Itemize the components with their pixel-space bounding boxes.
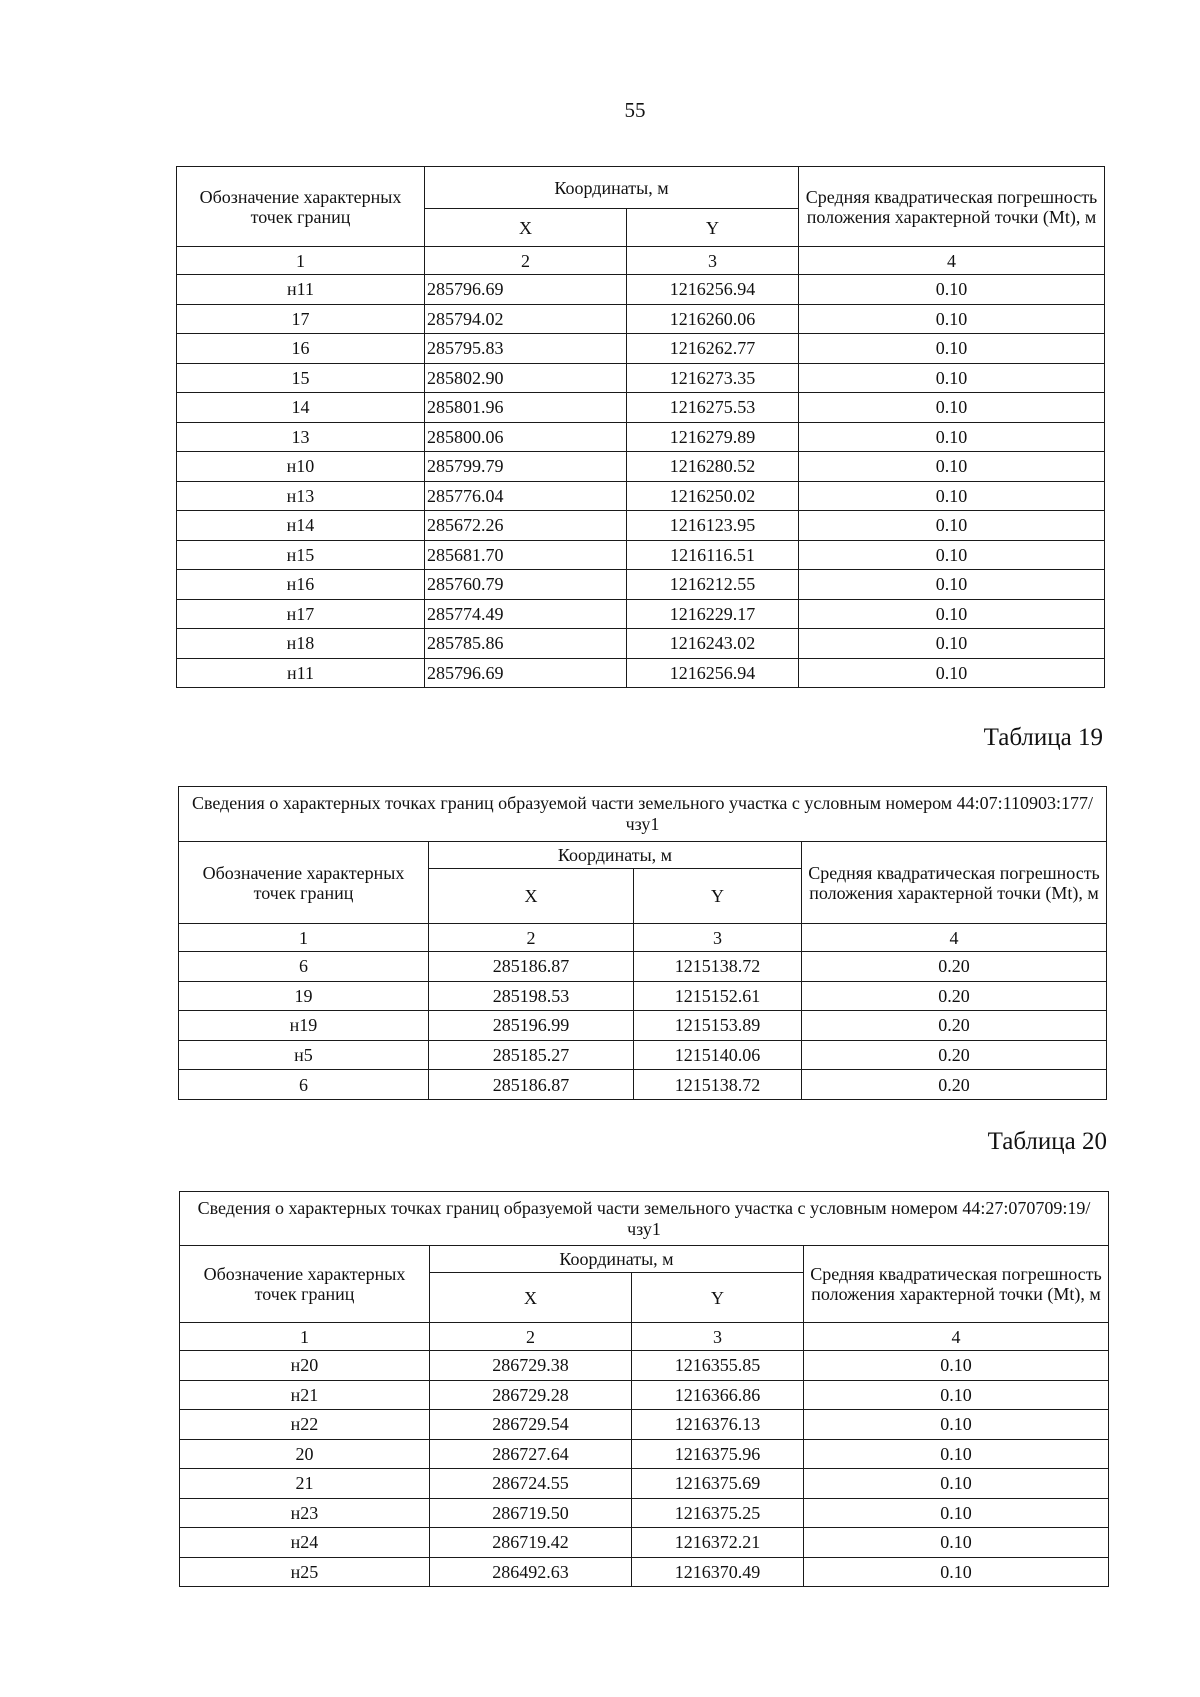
y-coordinate-cell: 1216116.51 xyxy=(627,540,799,570)
table-row xyxy=(177,363,1105,393)
x-coordinate-cell: 285794.02 xyxy=(425,304,627,334)
x-coordinate-cell: 285796.69 xyxy=(425,658,627,688)
x-coordinate-cell: 285760.79 xyxy=(425,570,627,600)
x-coordinate-cell: 285801.96 xyxy=(425,393,627,423)
error-value-cell: 0.10 xyxy=(804,1439,1109,1469)
x-coordinate-cell: 286492.63 xyxy=(430,1557,632,1587)
y-coordinate-cell: 1216366.86 xyxy=(632,1380,804,1410)
header-y: Y xyxy=(634,869,802,924)
error-value-cell: 0.20 xyxy=(802,1040,1107,1070)
column-number: 3 xyxy=(634,924,802,952)
error-value-cell: 0.20 xyxy=(802,981,1107,1011)
table-row xyxy=(180,1380,1109,1410)
y-coordinate-cell: 1216375.69 xyxy=(632,1469,804,1499)
point-name-cell: 21 xyxy=(180,1469,430,1499)
x-coordinate-cell: 285776.04 xyxy=(425,481,627,511)
error-value-cell: 0.10 xyxy=(804,1557,1109,1587)
x-coordinate-cell: 285186.87 xyxy=(429,1070,634,1100)
point-name-cell: н24 xyxy=(180,1528,430,1558)
column-number: 1 xyxy=(179,924,429,952)
y-coordinate-cell: 1216370.49 xyxy=(632,1557,804,1587)
table-row xyxy=(179,1040,1107,1070)
x-coordinate-cell: 285795.83 xyxy=(425,334,627,364)
error-value-cell: 0.10 xyxy=(799,275,1105,305)
table-row xyxy=(177,334,1105,364)
y-coordinate-cell: 1216375.96 xyxy=(632,1439,804,1469)
y-coordinate-cell: 1216280.52 xyxy=(627,452,799,482)
table-row xyxy=(177,304,1105,334)
table-row xyxy=(179,1011,1107,1041)
table-row xyxy=(177,629,1105,659)
table-row xyxy=(180,1557,1109,1587)
point-name-cell: н19 xyxy=(179,1011,429,1041)
column-number: 2 xyxy=(429,924,634,952)
y-coordinate-cell: 1216262.77 xyxy=(627,334,799,364)
x-coordinate-cell: 285672.26 xyxy=(425,511,627,541)
table-row xyxy=(180,1351,1109,1381)
error-value-cell: 0.10 xyxy=(799,481,1105,511)
point-name-cell: н18 xyxy=(177,629,425,659)
header-x: X xyxy=(429,869,634,924)
point-name-cell: 16 xyxy=(177,334,425,364)
y-coordinate-cell: 1216275.53 xyxy=(627,393,799,423)
y-coordinate-cell: 1216372.21 xyxy=(632,1528,804,1558)
table-row xyxy=(177,658,1105,688)
table-row xyxy=(177,481,1105,511)
error-value-cell: 0.10 xyxy=(799,599,1105,629)
table-row xyxy=(177,511,1105,541)
point-name-cell: 17 xyxy=(177,304,425,334)
y-coordinate-cell: 1216250.02 xyxy=(627,481,799,511)
error-value-cell: 0.10 xyxy=(799,452,1105,482)
y-coordinate-cell: 1216375.25 xyxy=(632,1498,804,1528)
y-coordinate-cell: 1215140.06 xyxy=(634,1040,802,1070)
column-number-row xyxy=(179,924,1107,952)
point-name-cell: 15 xyxy=(177,363,425,393)
x-coordinate-cell: 286729.54 xyxy=(430,1410,632,1440)
table-19-title: Сведения о характерных точках границ образуемой части земельного участка с условным номером 44:07:110903:177/чзу1 xyxy=(179,787,1107,842)
point-name-cell: 13 xyxy=(177,422,425,452)
error-value-cell: 0.10 xyxy=(799,422,1105,452)
point-name-cell: н14 xyxy=(177,511,425,541)
y-coordinate-cell: 1216256.94 xyxy=(627,658,799,688)
point-name-cell: 6 xyxy=(179,952,429,982)
x-coordinate-cell: 286729.28 xyxy=(430,1380,632,1410)
table-row xyxy=(177,393,1105,423)
header-point: Обозначение характерных точек границ xyxy=(179,842,429,924)
y-coordinate-cell: 1216279.89 xyxy=(627,422,799,452)
error-value-cell: 0.10 xyxy=(799,658,1105,688)
x-coordinate-cell: 285198.53 xyxy=(429,981,634,1011)
y-coordinate-cell: 1216229.17 xyxy=(627,599,799,629)
y-coordinate-cell: 1215138.72 xyxy=(634,952,802,982)
point-name-cell: н21 xyxy=(180,1380,430,1410)
error-value-cell: 0.20 xyxy=(802,1011,1107,1041)
column-number: 2 xyxy=(425,247,627,275)
table-row xyxy=(177,422,1105,452)
x-coordinate-cell: 285785.86 xyxy=(425,629,627,659)
column-number: 2 xyxy=(430,1323,632,1351)
column-number: 4 xyxy=(804,1323,1109,1351)
x-coordinate-cell: 286719.50 xyxy=(430,1498,632,1528)
y-coordinate-cell: 1216256.94 xyxy=(627,275,799,305)
point-name-cell: н17 xyxy=(177,599,425,629)
column-number: 4 xyxy=(802,924,1107,952)
column-number: 1 xyxy=(180,1323,430,1351)
table-row xyxy=(177,570,1105,600)
y-coordinate-cell: 1216273.35 xyxy=(627,363,799,393)
error-value-cell: 0.10 xyxy=(804,1469,1109,1499)
table-row xyxy=(180,1410,1109,1440)
header-y: Y xyxy=(632,1273,804,1323)
table-row xyxy=(177,599,1105,629)
error-value-cell: 0.20 xyxy=(802,952,1107,982)
error-value-cell: 0.10 xyxy=(799,570,1105,600)
error-value-cell: 0.10 xyxy=(799,304,1105,334)
x-coordinate-cell: 285196.99 xyxy=(429,1011,634,1041)
column-number: 3 xyxy=(627,247,799,275)
point-name-cell: н13 xyxy=(177,481,425,511)
y-coordinate-cell: 1215153.89 xyxy=(634,1011,802,1041)
x-coordinate-cell: 285796.69 xyxy=(425,275,627,305)
error-value-cell: 0.10 xyxy=(804,1380,1109,1410)
table-row xyxy=(177,540,1105,570)
point-name-cell: н11 xyxy=(177,275,425,305)
x-coordinate-cell: 285185.27 xyxy=(429,1040,634,1070)
x-coordinate-cell: 285681.70 xyxy=(425,540,627,570)
y-coordinate-cell: 1216212.55 xyxy=(627,570,799,600)
y-coordinate-cell: 1216376.13 xyxy=(632,1410,804,1440)
error-value-cell: 0.10 xyxy=(799,334,1105,364)
table-row xyxy=(180,1439,1109,1469)
y-coordinate-cell: 1216123.95 xyxy=(627,511,799,541)
error-value-cell: 0.10 xyxy=(799,511,1105,541)
y-coordinate-cell: 1215138.72 xyxy=(634,1070,802,1100)
table-row xyxy=(180,1498,1109,1528)
x-coordinate-cell: 286719.42 xyxy=(430,1528,632,1558)
y-coordinate-cell: 1216243.02 xyxy=(627,629,799,659)
header-coordinates: Координаты, м xyxy=(425,167,799,209)
point-name-cell: н20 xyxy=(180,1351,430,1381)
point-name-cell: 6 xyxy=(179,1070,429,1100)
table-20 xyxy=(179,1191,1109,1587)
x-coordinate-cell: 285774.49 xyxy=(425,599,627,629)
error-value-cell: 0.10 xyxy=(804,1528,1109,1558)
coordinates-table-continued xyxy=(176,166,1105,688)
column-number-row xyxy=(177,247,1105,275)
error-value-cell: 0.10 xyxy=(799,540,1105,570)
y-coordinate-cell: 1215152.61 xyxy=(634,981,802,1011)
table-20-caption: Таблица 20 xyxy=(987,1128,1107,1155)
x-coordinate-cell: 285800.06 xyxy=(425,422,627,452)
header-x: X xyxy=(430,1273,632,1323)
column-number: 4 xyxy=(799,247,1105,275)
point-name-cell: н25 xyxy=(180,1557,430,1587)
header-error: Средняя квадратическая погрешность положения характерной точки (Mt), м xyxy=(804,1246,1109,1323)
table-19-caption: Таблица 19 xyxy=(983,724,1103,751)
table-row xyxy=(179,952,1107,982)
table-20-title: Сведения о характерных точках границ образуемой части земельного участка с условным номером 44:27:070709:19/чзу1 xyxy=(180,1192,1109,1246)
x-coordinate-cell: 285802.90 xyxy=(425,363,627,393)
x-coordinate-cell: 286724.55 xyxy=(430,1469,632,1499)
point-name-cell: 19 xyxy=(179,981,429,1011)
page-number: 55 xyxy=(624,98,646,122)
y-coordinate-cell: 1216355.85 xyxy=(632,1351,804,1381)
point-name-cell: 20 xyxy=(180,1439,430,1469)
y-coordinate-cell: 1216260.06 xyxy=(627,304,799,334)
error-value-cell: 0.10 xyxy=(804,1351,1109,1381)
header-coordinates: Координаты, м xyxy=(430,1246,804,1273)
x-coordinate-cell: 286727.64 xyxy=(430,1439,632,1469)
header-y: Y xyxy=(627,209,799,247)
point-name-cell: н16 xyxy=(177,570,425,600)
point-name-cell: н11 xyxy=(177,658,425,688)
table-row xyxy=(180,1469,1109,1499)
error-value-cell: 0.10 xyxy=(799,363,1105,393)
column-number: 3 xyxy=(632,1323,804,1351)
x-coordinate-cell: 286729.38 xyxy=(430,1351,632,1381)
point-name-cell: 14 xyxy=(177,393,425,423)
point-name-cell: н23 xyxy=(180,1498,430,1528)
error-value-cell: 0.10 xyxy=(804,1410,1109,1440)
point-name-cell: н5 xyxy=(179,1040,429,1070)
table-row xyxy=(177,275,1105,305)
x-coordinate-cell: 285799.79 xyxy=(425,452,627,482)
header-error: Средняя квадратическая погрешность положения характерной точки (Mt), м xyxy=(802,842,1107,924)
header-point: Обозначение характерных точек границ xyxy=(180,1246,430,1323)
header-x: X xyxy=(425,209,627,247)
x-coordinate-cell: 285186.87 xyxy=(429,952,634,982)
error-value-cell: 0.10 xyxy=(799,629,1105,659)
error-value-cell: 0.20 xyxy=(802,1070,1107,1100)
error-value-cell: 0.10 xyxy=(804,1498,1109,1528)
column-number: 1 xyxy=(177,247,425,275)
table-row xyxy=(180,1528,1109,1558)
column-number-row xyxy=(180,1323,1109,1351)
header-point: Обозначение характерных точек границ xyxy=(177,167,425,247)
point-name-cell: н22 xyxy=(180,1410,430,1440)
table-row xyxy=(179,1070,1107,1100)
table-19 xyxy=(178,786,1107,1100)
header-error: Средняя квадратическая погрешность положения характерной точки (Mt), м xyxy=(799,167,1105,247)
point-name-cell: н15 xyxy=(177,540,425,570)
error-value-cell: 0.10 xyxy=(799,393,1105,423)
table-row xyxy=(177,452,1105,482)
header-coordinates: Координаты, м xyxy=(429,842,802,869)
table-row xyxy=(179,981,1107,1011)
point-name-cell: н10 xyxy=(177,452,425,482)
